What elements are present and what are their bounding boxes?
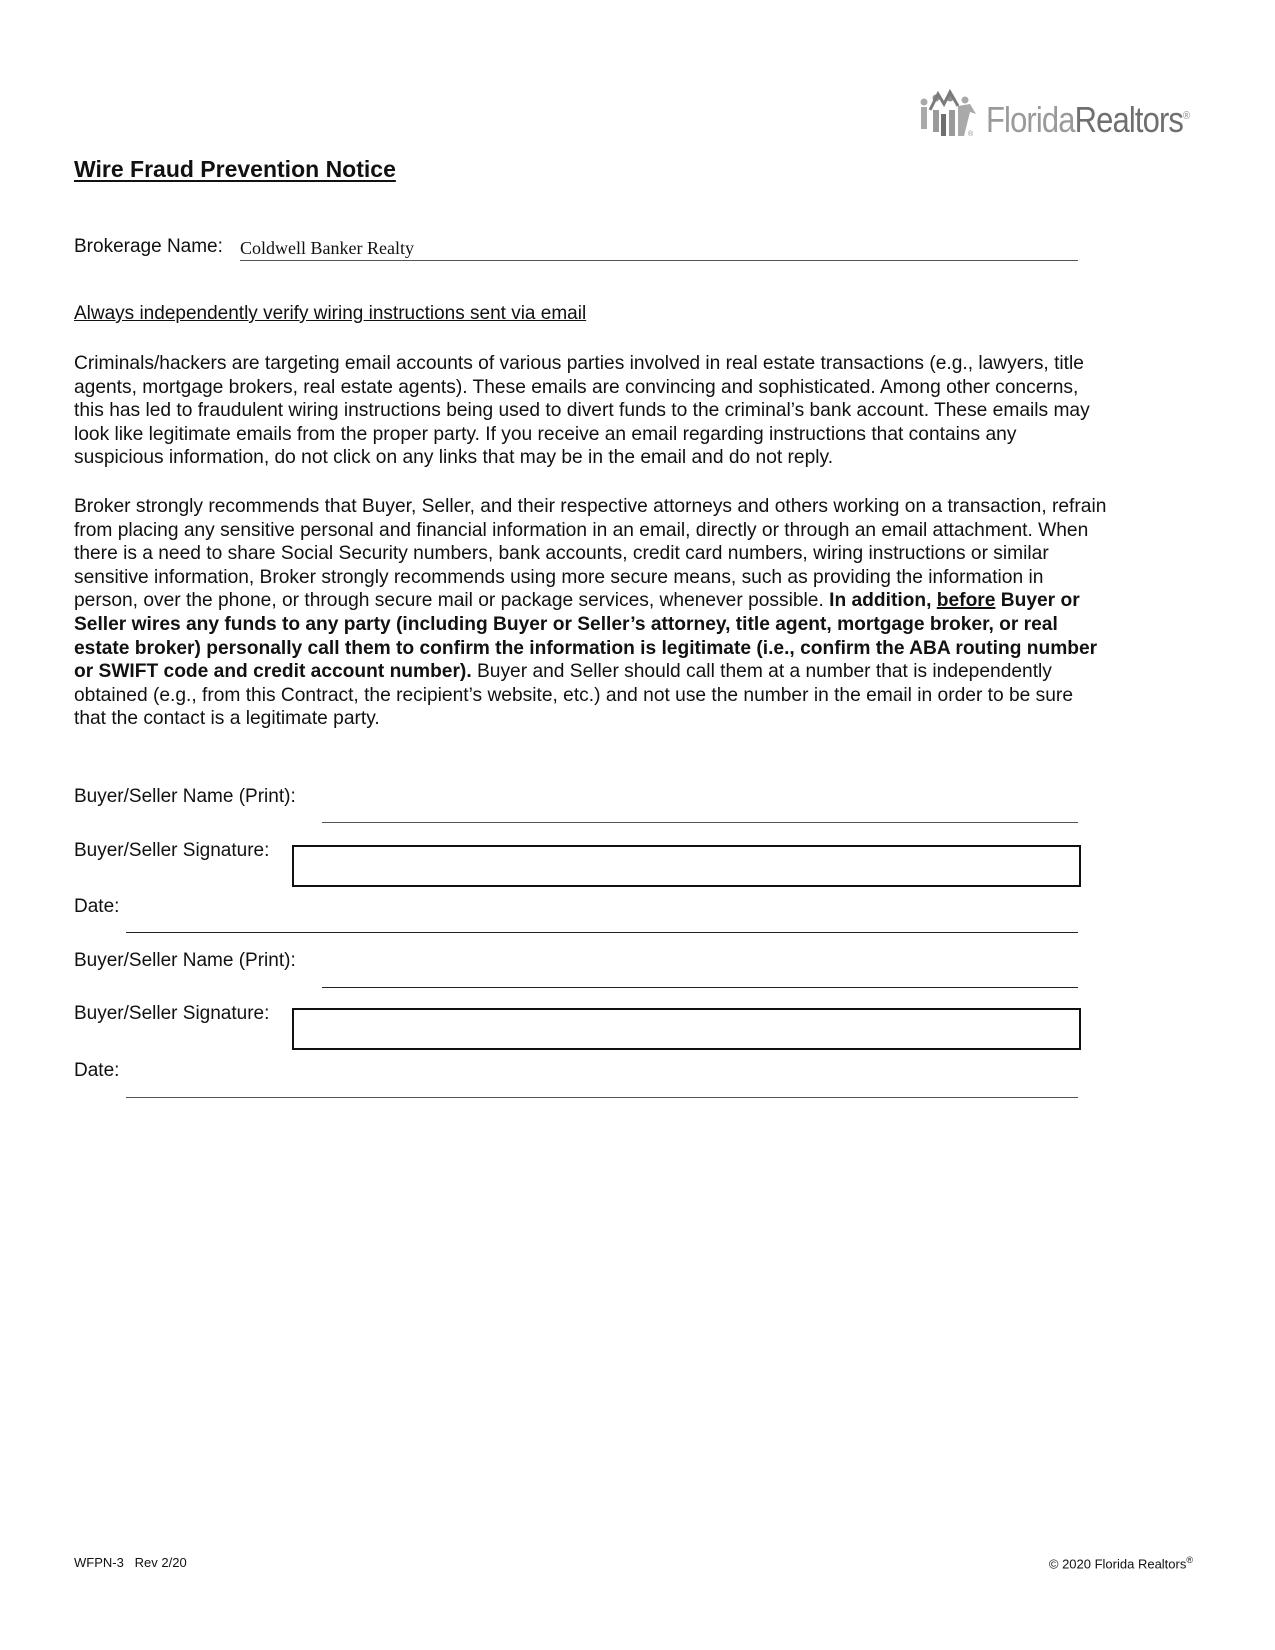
paragraph-line: Criminals/hackers are targeting email accounts of various parties involved in real estate transactions (e.g., lawyers, title	[74, 353, 1084, 374]
signer1-name-label: Buyer/Seller Name (Print):	[74, 786, 296, 807]
paragraph-line: suspicious information, do not click on any links that may be in the email and do not reply.	[74, 447, 834, 469]
paragraph-line: there is a need to share Social Security numbers, bank accounts, credit card numbers, wiring instructions or similar	[74, 543, 1049, 565]
copyright	[1049, 1555, 1193, 1571]
signer2-signature-label: Buyer/Seller Signature:	[74, 1003, 270, 1024]
paragraph-line: that the contact is a legitimate party.	[74, 708, 380, 730]
page-title: Wire Fraud Prevention Notice	[74, 156, 396, 182]
signer1-signature-box[interactable]	[292, 845, 1081, 887]
bold-underlined-text: before	[936, 590, 996, 612]
form-id: WFPN-3 Rev 2/20	[74, 1555, 187, 1570]
paragraph-line: look like legitimate emails from the proper party. If you receive an email regarding instructions that contains any	[74, 423, 1017, 445]
paragraph-line: obtained (e.g., from this Contract, the recipient’s website, etc.) and not use the number in the email in order to be sure	[74, 684, 1073, 706]
paragraph-line-bold: Seller wires any funds to any party (including Buyer or Seller’s attorney, title agent, mortgage broker, or real	[74, 613, 1058, 635]
brokerage-name-label: Brokerage Name:	[74, 236, 223, 257]
bold-text: or SWIFT code and credit account number).	[74, 661, 472, 683]
paragraph-line: sensitive information, Broker strongly recommends using more secure means, such as providing the information in	[74, 566, 1044, 588]
paragraph-warning	[74, 352, 1194, 470]
regular-text: Buyer and Seller should call them at a number that is independently	[471, 661, 1052, 683]
florida-realtors-logo	[918, 84, 1222, 138]
paragraph-line	[74, 589, 1194, 613]
logo-realtors-text: Realtors	[1074, 99, 1184, 140]
signer1-name-underline	[322, 822, 1078, 823]
signer2-date-underline	[126, 1097, 1078, 1098]
paragraph-line: this has led to fraudulent wiring instructions being used to divert funds to the criminal’s bank account. These emails may	[74, 400, 1090, 422]
signer2-date-label: Date:	[74, 1060, 120, 1081]
logo-wordmark	[986, 99, 1190, 140]
brokerage-name-field[interactable]: Coldwell Banker Realty	[240, 238, 414, 258]
signer2-name-label: Buyer/Seller Name (Print):	[74, 950, 296, 971]
copyright-registered-mark: ®	[1186, 1555, 1193, 1565]
regular-text: person, over the phone, or through secure mail or package services, whenever possible.	[74, 590, 830, 612]
signer2-name-underline	[322, 987, 1078, 988]
logo-florida-text: Florida	[986, 99, 1075, 140]
svg-text:®: ®	[968, 131, 974, 138]
paragraph-line	[74, 660, 1194, 684]
signer1-date-label: Date:	[74, 896, 120, 917]
signer1-signature-label: Buyer/Seller Signature:	[74, 840, 270, 861]
people-house-logo-icon	[918, 88, 980, 138]
paragraph-line-bold: estate broker) personally call them to confirm the information is legitimate (i.e., confirm the ABA routing number	[74, 637, 1098, 659]
signer1-date-underline	[126, 932, 1078, 933]
paragraph-line: from placing any sensitive personal and financial information in an email, directly or through an email attachment. When	[74, 519, 1089, 541]
paragraph-line: Broker strongly recommends that Buyer, Seller, and their respective attorneys and others working on a transaction, refrain	[74, 496, 1107, 517]
signer2-signature-box[interactable]	[292, 1008, 1081, 1050]
logo-registered-mark: ®	[1183, 110, 1190, 122]
brokerage-name-underline	[240, 260, 1078, 261]
bold-text: Buyer or	[995, 590, 1080, 612]
copyright-text: © 2020 Florida Realtors	[1048, 1556, 1187, 1572]
section-subheading: Always independently verify wiring instructions sent via email	[74, 303, 587, 324]
paragraph-line: agents, mortgage brokers, real estate agents). These emails are convincing and sophisticated. Among other concerns,	[74, 376, 1079, 398]
paragraph-recommendation	[74, 495, 1194, 731]
bold-text: In addition,	[829, 590, 937, 612]
